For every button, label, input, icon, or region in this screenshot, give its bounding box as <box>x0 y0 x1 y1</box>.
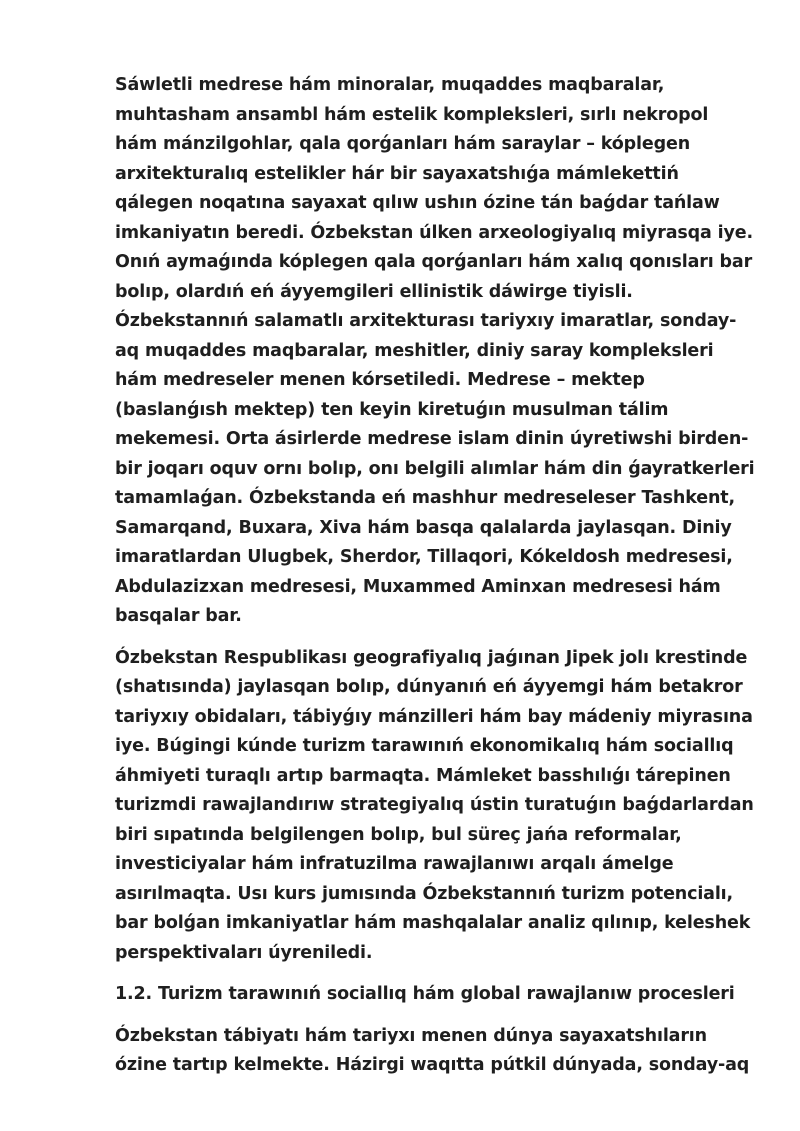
section-heading: 1.2. Turizm tarawınıń sociallıq hám global rawajlanıw procesleri <box>115 984 735 1004</box>
body-paragraph-nature-history: Ózbekstan tábiyatı hám tariyxı menen dúnya sayaxatshıların ózine tartıp kelmekte. Házirgi waqıtta pútkil dúnyada, sonday-aq <box>115 1025 750 1075</box>
body-paragraph-architecture: Sáwletli medrese hám minoralar, muqaddes maqbaralar, muhtasham ansambl hám estelik kompleksleri, sırlı nekropol hám mánzilgohlar, qala qorǵanları hám saraylar – kóplegen arxitekturalıq estelikler hár bir sayaxatshıǵa mámlekettiń qálegen noqatına sayaxat qılıw ushın ózine tán baǵdar tańlaw imkaniyatın beredi. Ózbekstan úlken arxeologiyalıq miyrasqa iye. Onıń aymaǵında kóplegen qala qorǵanları hám xalıq qonısları bar bolıp, olardıń eń áyyemgileri ellinistik dáwirge tiyisli. Ózbekstannıń salamatlı arxitekturası tariyxıy imaratlar, sonday-aq muqaddes maqbaralar, meshitler, diniy saray kompleksleri hám medreseler menen kórsetiledi. Medrese – mektep (baslanǵısh mektep) ten keyin kiretuǵın musulman tálim mekemesi. Orta ásirlerde medrese islam dinin úyretiwshi birden-bir joqarı oquv ornı bolıp, onı belgili alımlar hám din ǵayratkerleri tamamlaǵan. Ózbekstanda eń mashhur medreseleser Tashkent, Samarqand, Buxara, Xiva hám basqa qalalarda jaylasqan. Diniy imaratlardan Ulugbek, Sherdor, Tillaqori, Kókeldosh medresesi, Abdulazizxan medresesi, Muxammed Aminxan medresesi hám basqalar bar. <box>115 75 755 626</box>
body-paragraph-tourism-strategy: Ózbekstan Respublikası geografiyalıq jaǵınan Jipek jolı krestinde (shatısında) jaylasqan bolıp, dúnyanıń eń áyyemgi hám betakror tariyxıy obidaları, tábiyǵıy mánzilleri hám bay mádeniy miyrasına iye. Búgingi kúnde turizm tarawınıń ekonomikalıq hám sociallıq áhmiyeti turaqlı artıp barmaqta. Mámleket basshılıǵı tárepinen turizmdi rawajlandırıw strategiyalıq ústin turatuǵın baǵdarlardan biri sıpatında belgilengen bolıp, bul süreç jańa reformalar, investiciyalar hám infratuzilma rawajlanıwı arqalı ámelge asırılmaqta. Usı kurs jumısında Ózbekstannıń turizm potencialı, bar bolǵan imkaniyatlar hám mashqalalar analiz qılınıp, keleshek perspektivaları úyreniledi. <box>115 647 754 963</box>
document-page <box>115 71 755 1093</box>
